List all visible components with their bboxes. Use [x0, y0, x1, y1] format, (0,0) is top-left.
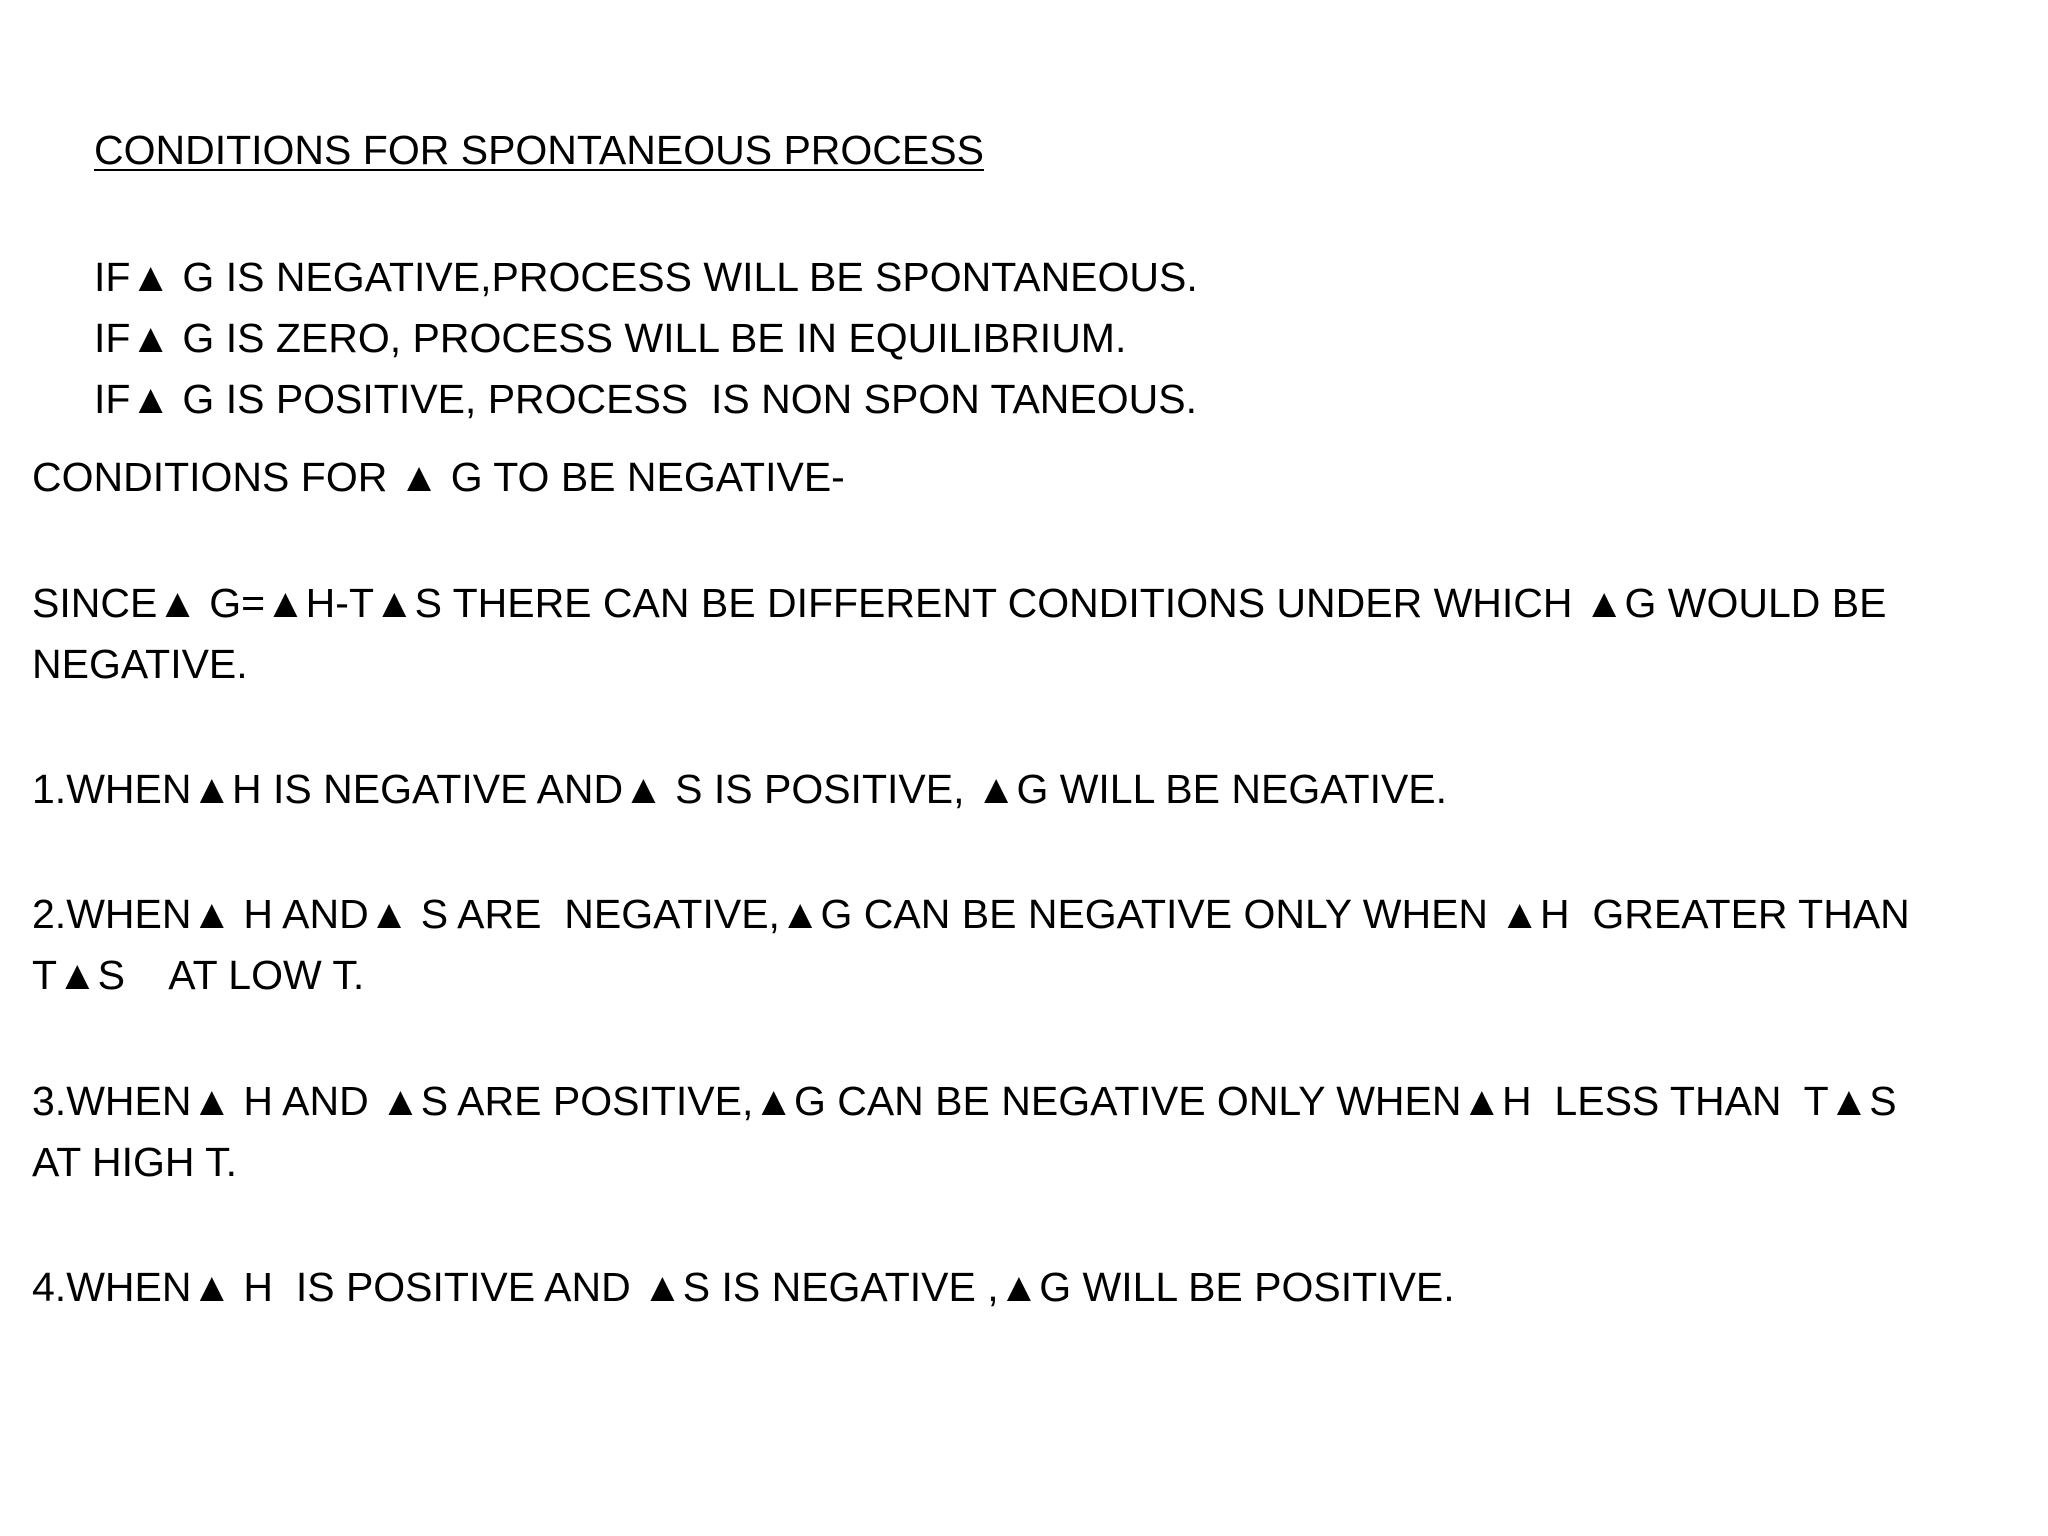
condition-positive-line: IF▲ G IS POSITIVE, PROCESS IS NON SPON TANEOUS. — [94, 376, 1197, 422]
slide-title: CONDITIONS FOR SPONTANEOUS PROCESS — [94, 127, 984, 173]
condition-3-line-2: AT HIGH T. — [32, 1139, 238, 1185]
condition-2-line-1: 2.WHEN▲ H AND▲ S ARE NEGATIVE,▲G CAN BE NEGATIVE ONLY WHEN ▲H GREATER THAN — [32, 891, 1910, 937]
condition-negative-line: IF▲ G IS NEGATIVE,PROCESS WILL BE SPONTANEOUS. — [94, 254, 1198, 300]
intro-line-2: NEGATIVE. — [32, 641, 248, 687]
condition-1-line-1: 1.WHEN▲H IS NEGATIVE AND▲ S IS POSITIVE, ▲G WILL BE NEGATIVE. — [32, 766, 1448, 812]
section-heading: CONDITIONS FOR ▲ G TO BE NEGATIVE- — [32, 454, 845, 500]
condition-3-line-1: 3.WHEN▲ H AND ▲S ARE POSITIVE,▲G CAN BE NEGATIVE ONLY WHEN▲H LESS THAN T▲S — [32, 1078, 1897, 1124]
condition-zero-line: IF▲ G IS ZERO, PROCESS WILL BE IN EQUILIBRIUM. — [94, 315, 1127, 361]
condition-4-line-1: 4.WHEN▲ H IS POSITIVE AND ▲S IS NEGATIVE ,▲G WILL BE POSITIVE. — [32, 1264, 1455, 1310]
intro-line-1: SINCE▲ G=▲H-T▲S THERE CAN BE DIFFERENT CONDITIONS UNDER WHICH ▲G WOULD BE — [32, 580, 1887, 626]
condition-2-line-2: T▲S AT LOW T. — [32, 952, 365, 998]
